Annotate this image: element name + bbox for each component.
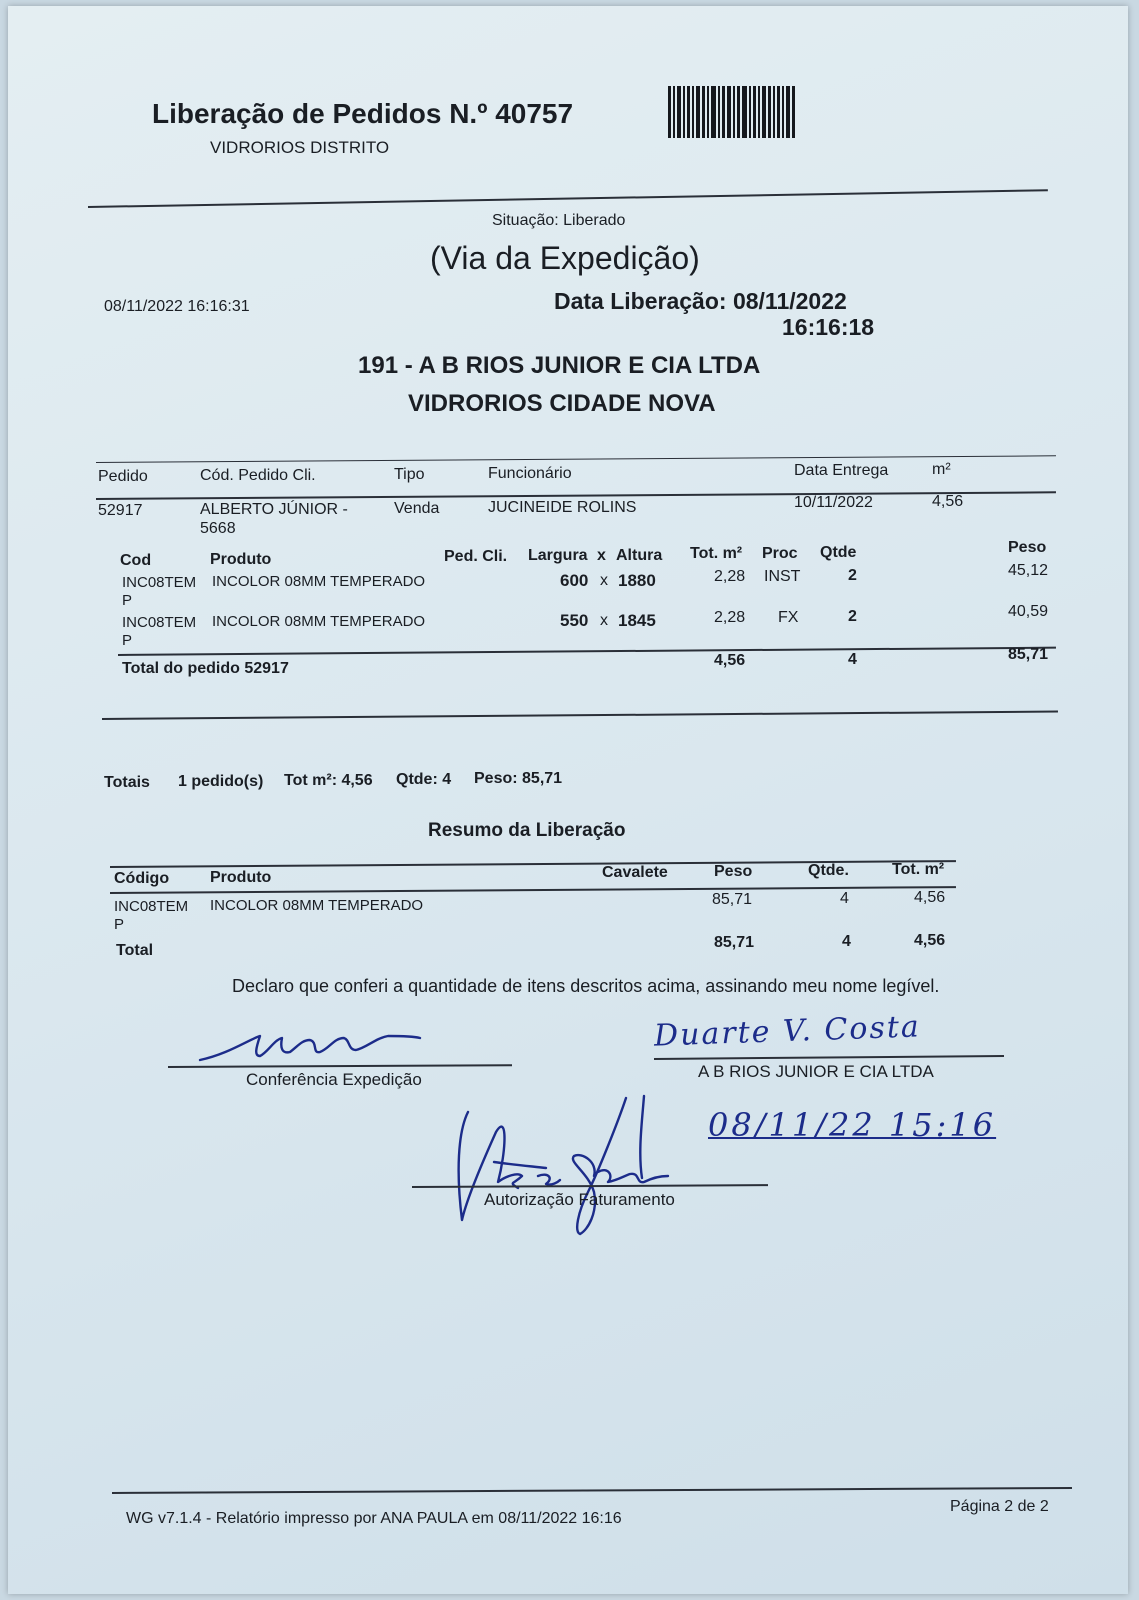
item-proc: FX [778,609,799,626]
printed-timestamp: 08/11/2022 16:16:31 [104,298,250,315]
item-altura: 1880 [618,571,656,590]
resumo-tot-m2: 4,56 [914,889,946,906]
resumo-qtde: 4 [840,890,849,907]
order-total-qtde: 4 [848,651,857,668]
items-col-ped-cli: Ped. Cli. [444,548,508,565]
item-cod-line1: INC08TEM [122,614,197,631]
item-altura: 1845 [618,611,656,630]
col-data-entrega: Data Entrega [794,462,889,479]
items-col-proc: Proc [762,545,798,562]
autorizacao-signature [448,1092,678,1242]
situacao-text: Situação: Liberado [492,212,626,229]
item-produto: INCOLOR 08MM TEMPERADO [212,613,426,630]
client-signature-label: A B RIOS JUNIOR E CIA LTDA [698,1062,934,1081]
footer-page-number: Página 2 de 2 [950,1498,1049,1515]
resumo-col-qtde: Qtde. [808,862,849,879]
items-bottom-rule [102,710,1058,720]
order-data-entrega: 10/11/2022 [794,494,873,511]
header-divider [88,189,1048,208]
declaration-text: Declaro que conferi a quantidade de itens descritos acima, assinando meu nome legível. [232,976,940,996]
barcode-icon [668,86,797,138]
item-cod-line1: INC08TEM [122,574,197,591]
via-title: (Via da Expedição) [430,240,700,276]
conferencia-line [168,1064,512,1068]
resumo-total-qtde: 4 [842,933,851,950]
item-peso: 45,12 [1008,562,1049,579]
company-name: VIDRORIOS DISTRITO [210,138,390,157]
items-total-rule [118,647,1056,656]
resumo-codigo-line1: INC08TEM [114,898,189,915]
resumo-title: Resumo da Liberação [428,820,626,841]
col-pedido: Pedido [98,468,148,485]
item-x: x [600,612,608,629]
item-qtde: 2 [848,608,857,625]
items-col-tot-m2: Tot. m² [690,545,743,562]
order-cod-cli-line2: 5668 [200,520,236,537]
totais-label: Totais [104,774,150,791]
col-funcionario: Funcionário [488,465,572,482]
resumo-header-rule [110,886,956,894]
resumo-col-tot-m2: Tot. m² [892,861,945,878]
totais-pedidos: 1 pedido(s) [178,773,264,790]
conferencia-signature [198,1026,428,1066]
item-tot-m2: 2,28 [714,609,746,626]
order-table-top-rule [96,455,1056,463]
resumo-peso: 85,71 [712,891,753,908]
item-tot-m2: 2,28 [714,568,746,585]
item-x: x [600,572,608,589]
resumo-col-peso: Peso [714,863,753,880]
totais-peso: Peso: 85,71 [474,770,563,787]
resumo-col-codigo: Código [114,870,170,887]
item-produto: INCOLOR 08MM TEMPERADO [212,573,426,590]
col-cod-pedido-cli: Cód. Pedido Cli. [200,467,316,484]
col-tipo: Tipo [394,466,425,483]
client-signature-line [654,1055,1004,1060]
totais-m2: Tot m²: 4,56 [284,772,373,789]
item-largura: 550 [560,611,589,630]
data-liberacao: Data Liberação: 08/11/2022 [554,288,847,314]
item-qtde: 2 [848,567,857,584]
resumo-total-m2: 4,56 [914,932,946,949]
client-handwritten-name: Duarte V. Costa [653,1009,922,1054]
item-largura: 600 [560,571,589,590]
data-liberacao-time: 16:16:18 [782,314,875,340]
items-col-peso: Peso [1008,539,1047,556]
page-title: Liberação de Pedidos N.º 40757 [152,98,574,129]
order-total-m2: 4,56 [714,652,746,669]
document-page [8,6,1128,1594]
footer-printed-by: WG v7.1.4 - Relatório impresso por ANA PAULA em 08/11/2022 16:16 [126,1510,622,1527]
order-total-label: Total do pedido 52917 [122,660,289,677]
order-cod-cli-line1: ALBERTO JÚNIOR - [200,501,348,518]
totais-qtde: Qtde: 4 [396,771,452,788]
items-col-x: x [597,547,606,564]
order-total-peso: 85,71 [1008,646,1049,663]
conferencia-label: Conferência Expedição [246,1070,422,1089]
autorizacao-label: Autorização Faturamento [484,1190,675,1209]
order-pedido: 52917 [98,502,143,519]
item-cod-line2: P [122,632,133,649]
items-col-largura: Largura [528,547,588,564]
item-peso: 40,59 [1008,603,1049,620]
footer-rule [112,1487,1072,1494]
client-name: 191 - A B RIOS JUNIOR E CIA LTDA [358,352,761,379]
resumo-produto: INCOLOR 08MM TEMPERADO [210,897,424,914]
order-funcionario: JUCINEIDE ROLINS [488,499,637,516]
col-m2: m² [932,461,951,478]
order-tipo: Venda [394,500,440,517]
client-store: VIDRORIOS CIDADE NOVA [408,390,716,417]
resumo-codigo-line2: P [114,916,125,933]
resumo-col-produto: Produto [210,869,272,886]
handwritten-date: 08/11/22 15:16 [708,1106,997,1144]
order-m2: 4,56 [932,493,964,510]
resumo-col-cavalete: Cavalete [602,864,668,881]
items-col-qtde: Qtde [820,544,857,561]
items-col-cod: Cod [120,552,152,569]
resumo-total-peso: 85,71 [714,934,755,951]
items-col-produto: Produto [210,551,272,568]
item-proc: INST [764,568,801,585]
resumo-total-label: Total [116,942,154,959]
items-col-altura: Altura [616,547,663,564]
item-cod-line2: P [122,592,133,609]
